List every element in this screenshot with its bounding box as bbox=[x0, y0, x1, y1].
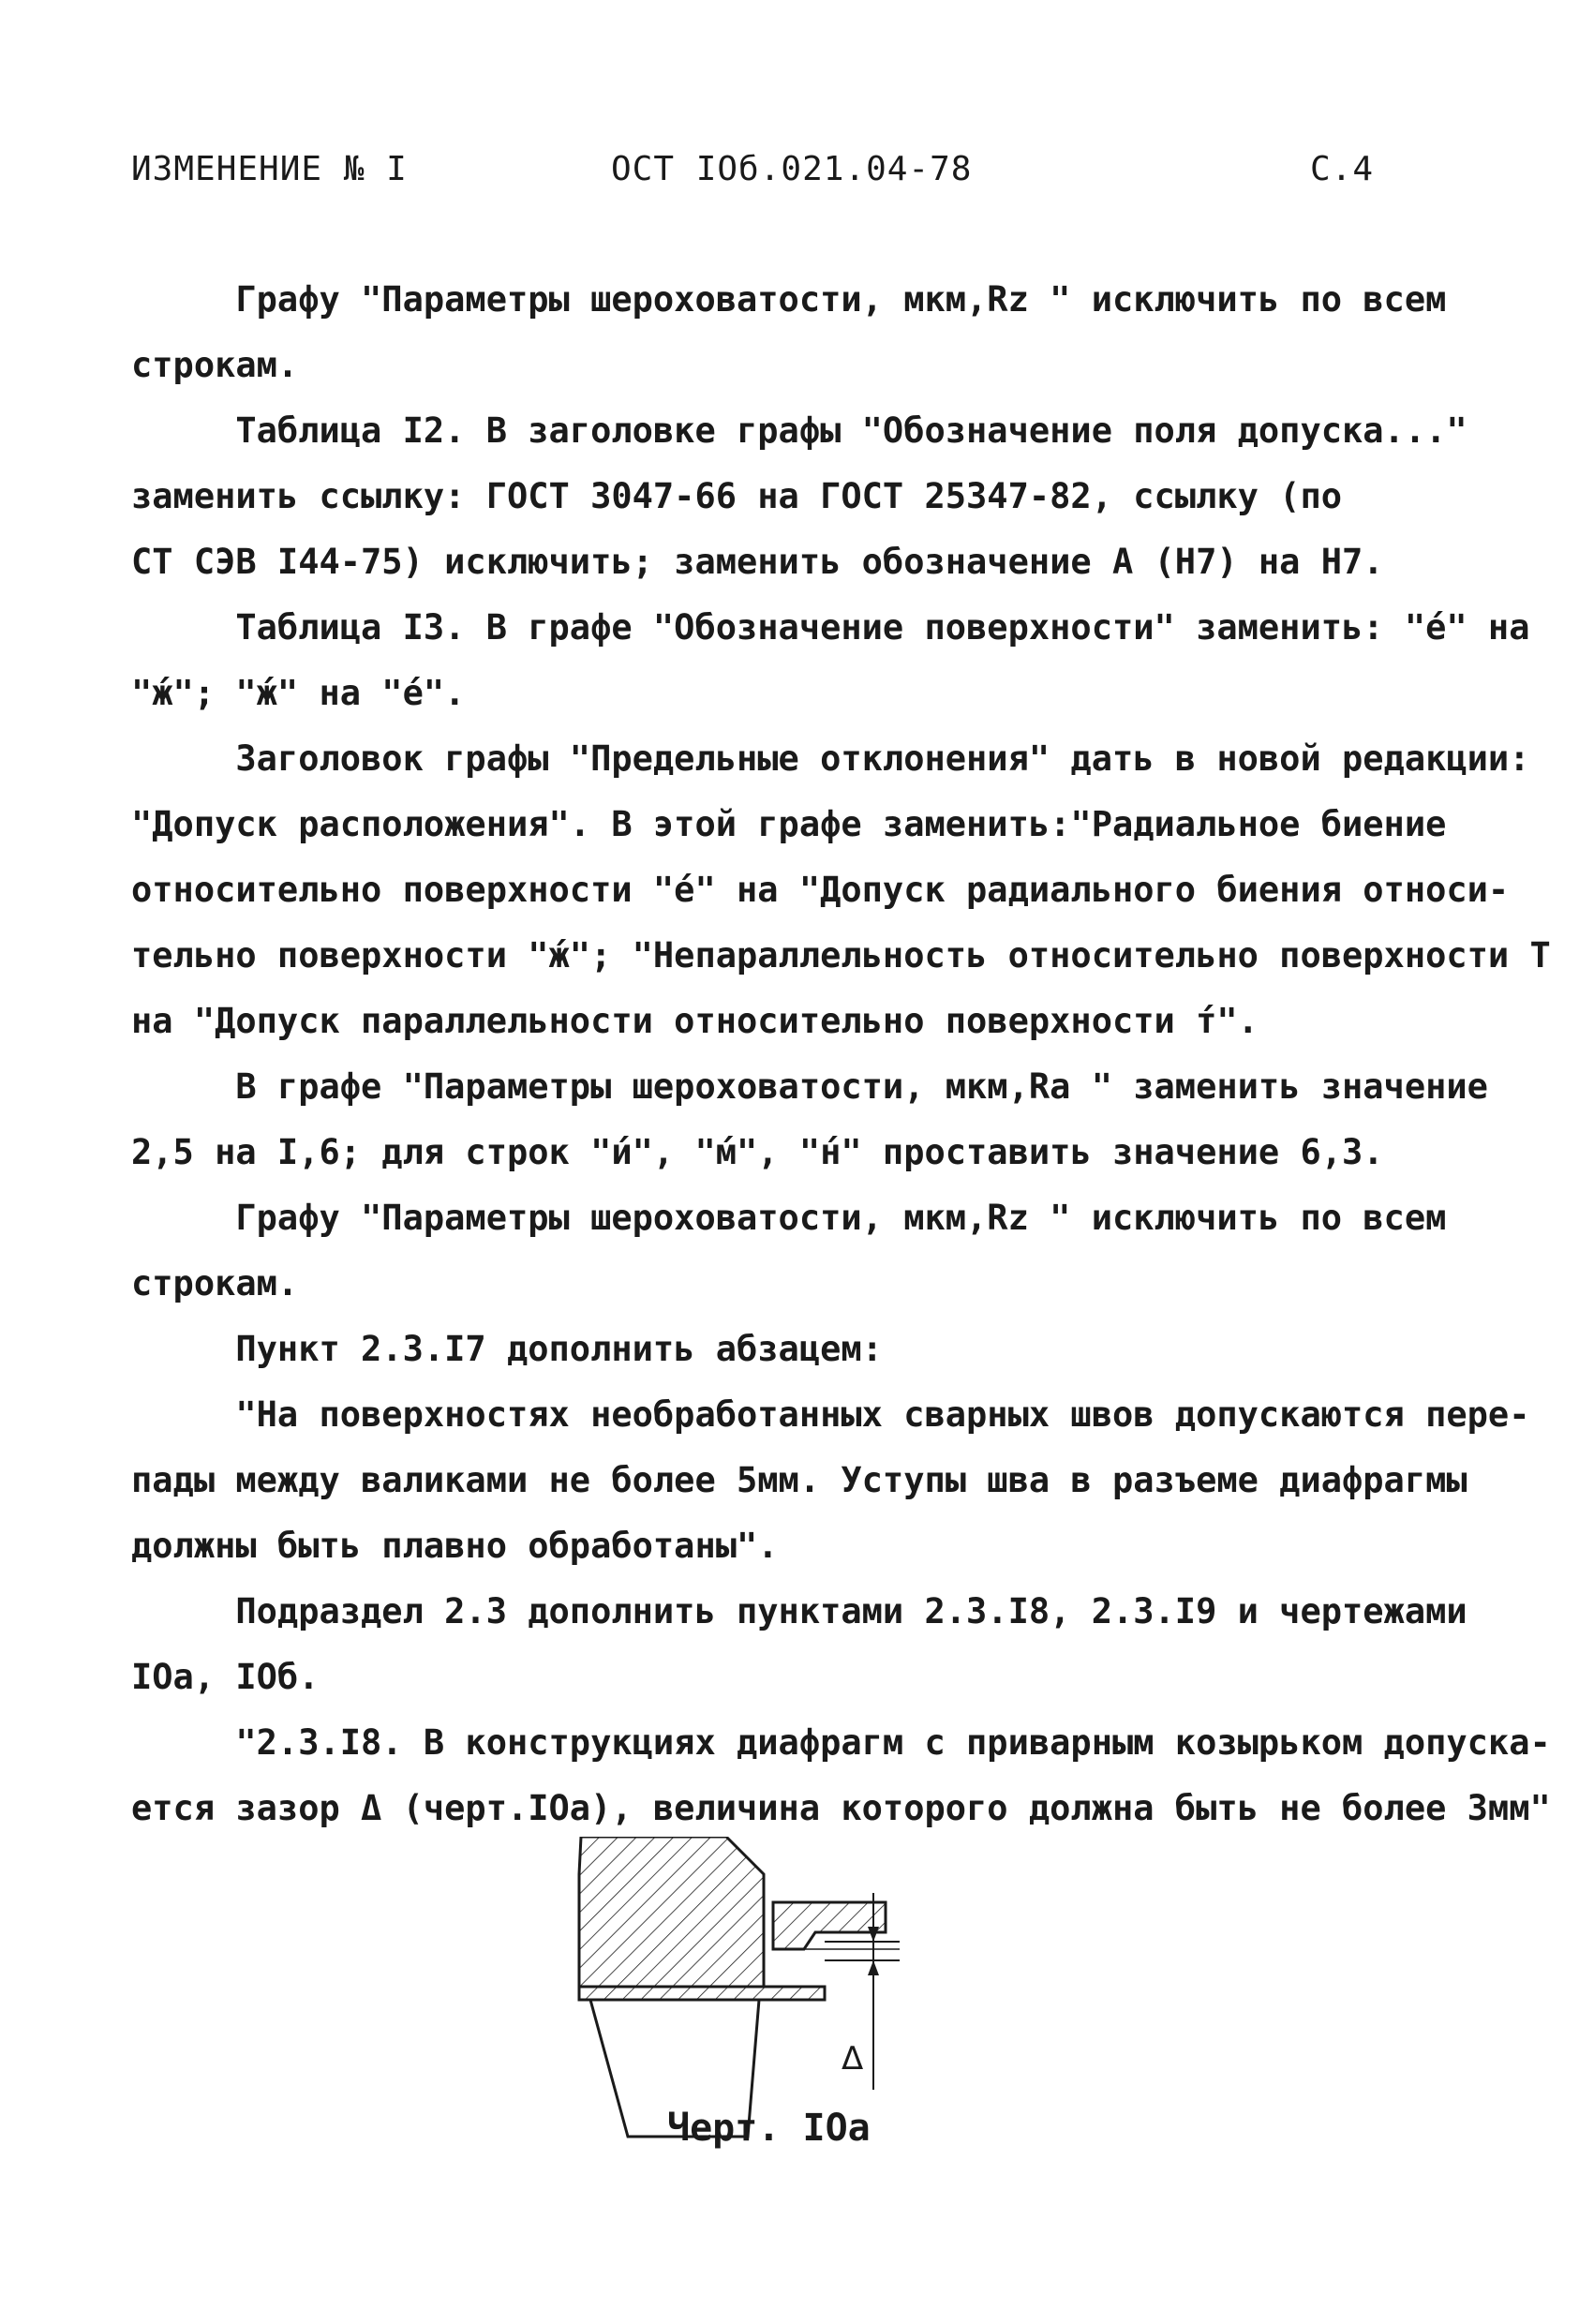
text-line: строкам. bbox=[131, 345, 299, 385]
text-line: 2,5 на I,6; для строк "и́", "м́", "н́" проставить значение 6,3. bbox=[131, 1132, 1384, 1172]
text-line: тельно поверхности "ж́"; "Непараллельность относительно поверхности Т bbox=[131, 935, 1551, 976]
text-line: СТ СЭВ I44-75) исключить; заменить обозначение А (Н7) на Н7. bbox=[131, 542, 1384, 582]
weld-strip bbox=[579, 1987, 825, 2000]
figure-caption: Черт. IOа bbox=[667, 2107, 871, 2150]
text-line: Пункт 2.3.I7 дополнить абзацем: bbox=[131, 1329, 883, 1369]
diaphragm-body bbox=[579, 1837, 764, 1987]
text-line: на "Допуск параллельности относительно поверхности т́". bbox=[131, 1001, 1259, 1041]
text-line: Графу "Параметры шероховатости, мкм,Rz " исключить по всем bbox=[131, 1198, 1447, 1238]
text-line: должны быть плавно обработаны". bbox=[131, 1526, 779, 1566]
text-line: заменить ссылку: ГОСТ 3047-66 на ГОСТ 25347-82, ссылку (по bbox=[131, 476, 1343, 516]
text-line: пады между валиками не более 5мм. Уступы шва в разъеме диафрагмы bbox=[131, 1460, 1467, 1500]
text-line: Таблица I2. В заголовке графы "Обозначение поля допуска..." bbox=[131, 410, 1467, 451]
dimension-arrow bbox=[868, 1960, 879, 1975]
text-line: "Допуск расположения". В этой графе заменить:"Радиальное биение bbox=[131, 804, 1447, 844]
text-line: ется зазор Δ (черт.IOа), величина которого должна быть не более 3мм" bbox=[131, 1788, 1551, 1828]
text-line: "На поверхностях необработанных сварных швов допускаются пере- bbox=[131, 1394, 1530, 1435]
text-line: IOа, IOб. bbox=[131, 1657, 320, 1697]
text-line: Подраздел 2.3 дополнить пунктами 2.3.I8, 2.3.I9 и чертежами bbox=[131, 1591, 1467, 1631]
text-line: Заголовок графы "Предельные отклонения" дать в новой редакции: bbox=[131, 738, 1530, 779]
text-line: В графе "Параметры шероховатости, мкм,Ra " заменить значение bbox=[131, 1066, 1488, 1107]
dimension-label: Δ bbox=[842, 2040, 864, 2078]
page-number: С.4 bbox=[1310, 150, 1375, 188]
text-line: Графу "Параметры шероховатости, мкм,Rz " исключить по всем bbox=[131, 279, 1447, 320]
text-line: "ж́"; "ж́" на "е́". bbox=[131, 673, 466, 713]
dimension-arrow bbox=[868, 1927, 879, 1942]
document-body bbox=[131, 267, 1551, 1841]
text-line: строкам. bbox=[131, 1263, 299, 1304]
standard-code: ОСТ IOб.021.04-78 bbox=[611, 150, 973, 188]
text-line: Таблица I3. В графе "Обозначение поверхности" заменить: "е́" на bbox=[131, 607, 1530, 648]
text-line: относительно поверхности "е́" на "Допуск радиального биения относи- bbox=[131, 870, 1510, 910]
change-number: ИЗМЕНЕНИЕ № I bbox=[131, 150, 408, 188]
text-line: "2.3.I8. В конструкциях диафрагм с приварным козырьком допуска- bbox=[131, 1722, 1551, 1763]
